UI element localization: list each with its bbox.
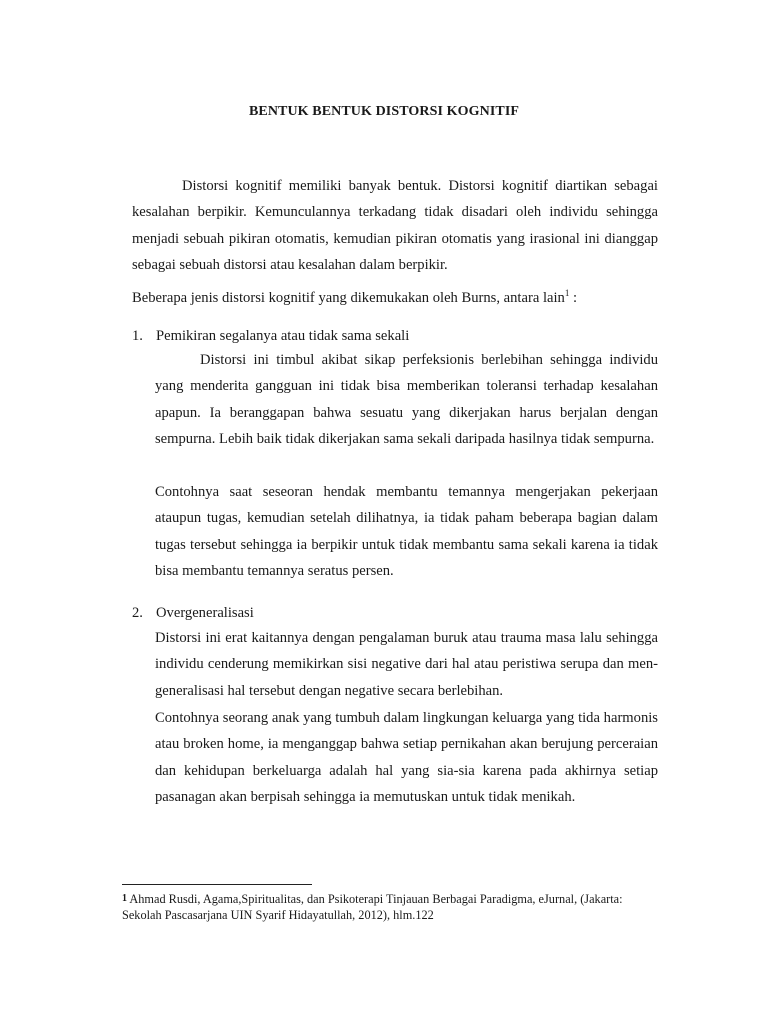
footnote — [122, 891, 662, 923]
list-item-explanation: Distorsi ini erat kaitannya dengan pengalaman buruk atau trauma masa lalu sehingga individu cenderung memikirkan sisi negative dari hal atau peristiwa serupa dan men-generalisasi hal tersebut dengan negative secara berlebihan. — [155, 630, 658, 699]
footnote-ref[interactable]: 1 — [564, 288, 570, 299]
footnote-marker: 1 — [122, 893, 127, 904]
lead-sentence — [132, 285, 577, 311]
list-item-example: Contohnya seorang anak yang tumbuh dalam lingkungan keluarga yang tida harmonis atau broken home, ia menganggap bahwa setiap pernikahan akan berujung perceraian dan kehidupan berkeluarga adalah hal yang sia-sia karena pada akhirnya setiap pasanagan akan berpisah sehingga ia memutuskan untuk tidak menikah. — [155, 710, 658, 806]
list-item-heading — [132, 323, 409, 349]
list-item-number: 2. — [132, 605, 143, 621]
lead-text: Beberapa jenis distorsi kognitif yang dikemukakan oleh Burns, antara lain — [132, 290, 565, 306]
list-item-example: Contohnya saat seseoran hendak membantu temannya mengerjakan pekerjaan ataupun tugas, kemudian setelah dilihatnya, ia tidak paham beberapa bagian dalam tugas tersebut sehingga ia berpikir untuk tidak membantu sama sekali karena ia tidak bisa membantu temannya seratus persen. — [155, 484, 658, 580]
list-item-explanation: Distorsi ini timbul akibat sikap perfeksionis berlebihan sehingga individu yang menderita gangguan ini tidak bisa memberikan toleransi terhadap kesalahan apapun. Ia beranggapan bahwa sesuatu yang dikerjakan harus berjalan dengan sempurna. Lebih baik tidak dikerjakan sama sekali daripada hasilnya tidak sempurna. — [155, 352, 658, 448]
footnote-text: Ahmad Rusdi, Agama,Spiritualitas, dan Psikoterapi Tinjauan Berbagai Paradigma, eJurnal, (Jakarta: Sekolah Pascasarjana UIN Syarif Hidayatullah, 2012), hlm.122 — [122, 892, 623, 922]
footnote-divider — [122, 884, 312, 885]
list-item-number: 1. — [132, 328, 143, 344]
list-item-title: Pemikiran segalanya atau tidak sama sekali — [156, 328, 410, 344]
page-title: BENTUK BENTUK DISTORSI KOGNITIF — [248, 104, 520, 119]
intro-paragraph: Distorsi kognitif memiliki banyak bentuk. Distorsi kognitif diartikan sebagai kesalahan berpikir. Kemunculannya terkadang tidak disadari oleh individu sehingga menjadi sebuah pikiran otomatis, kemudian pikiran otomatis yang irasional ini dianggap sebagai sebuah distorsi atau kesalahan dalam berpikir. — [132, 178, 658, 274]
list-item-title: Overgeneralisasi — [156, 605, 254, 621]
list-item-heading — [132, 600, 254, 626]
lead-suffix: : — [569, 290, 578, 306]
